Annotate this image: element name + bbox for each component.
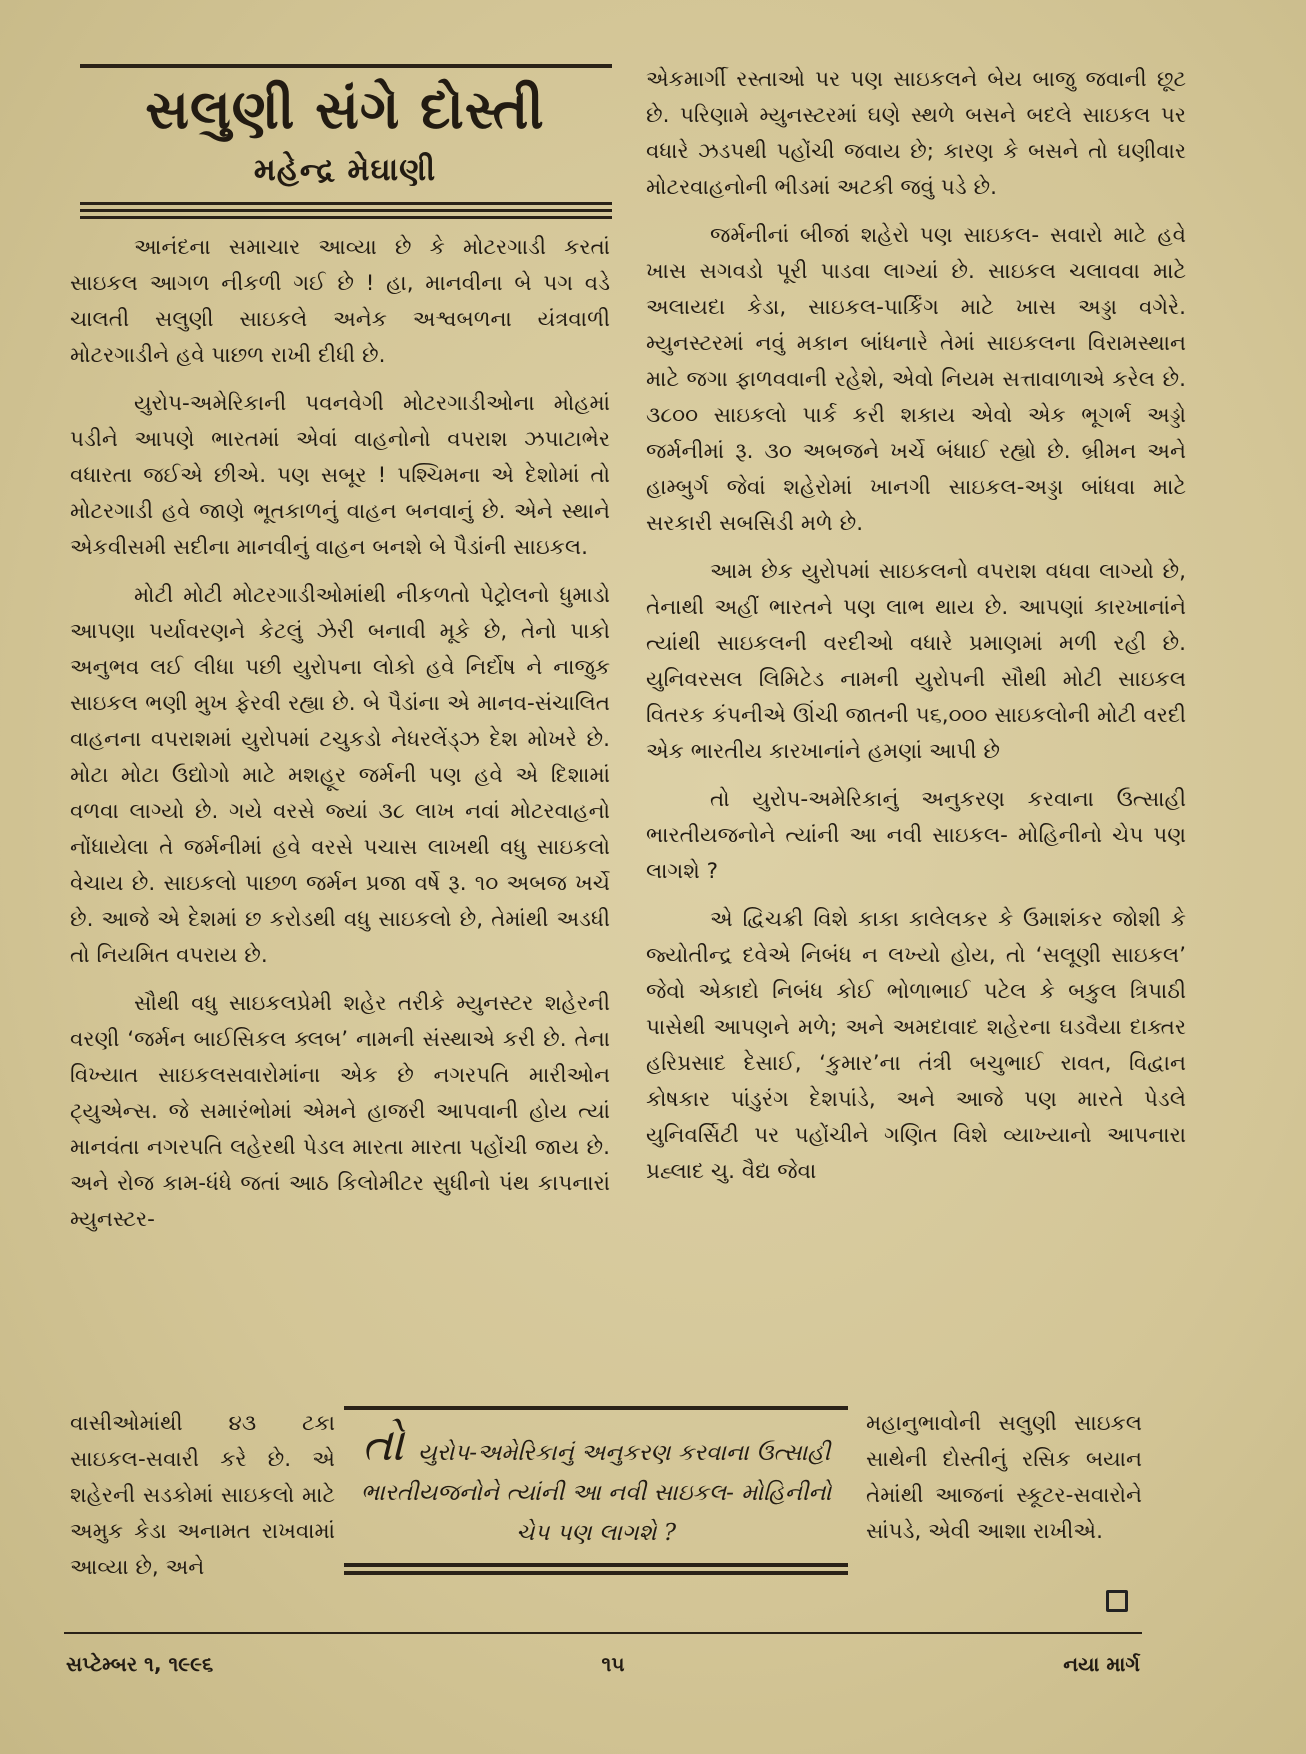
byline-rule-1 [80, 202, 612, 205]
right-column [646, 62, 1186, 1202]
left-continuation [70, 1406, 335, 1586]
left-paragraph: મોટી મોટી મોટરગાડીઓમાંથી નીકળતો પેટ્રોલનો ધુમાડો આપણા પર્યાવરણને કેટલું ઝેરી બનાવી મૂકે છે, તેનો પાકો અનુભવ લઈ લીધા પછી યુરોપના લોકો હવે નિર્દોષ ને નાજુક સાઇકલ ભણી મુખ ફેરવી રહ્યા છે. બે પૈડાંના એ માનવ-સંચાલિત વાહનના વપરાશમાં યુરોપમાં ટચુકડો નેધરલેંડ્ઝ દેશ મોખરે છે. મોટા મોટા ઉદ્યોગો માટે મશહૂર જર્મની પણ હવે એ દિશામાં વળવા લાગ્યો છે. ગયે વરસે જ્યાં ૩૮ લાખ નવાં મોટરવાહનો નોંધાયેલા તે જર્મનીમાં હવે વરસે પચાસ લાખથી વધુ સાઇકલો વેચાય છે. સાઇકલો પાછળ જર્મન પ્રજા વર્ષે રૂ. ૧૦ અબજ ખર્ચે છે. આજે એ દેશમાં છ કરોડથી વધુ સાઇકલો છે, તેમાંથી અડધી તો નિયમિત વપરાય છે. [70, 583, 610, 968]
left-paragraph: આનંદના સમાચાર આવ્યા છે કે મોટરગાડી કરતાં સાઇકલ આગળ નીકળી ગઈ છે ! હા, માનવીના બે પગ વડે ચાલતી સલુણી સાઇકલે અનેક અશ્વબળના યંત્રવાળી મોટરગાડીને હવે પાછળ રાખી દીધી છે. [70, 235, 610, 368]
pull-quote-top-rule [344, 1406, 848, 1410]
article-author: મહેન્દ્ર મેઘાણી [253, 152, 437, 188]
left-continuation-text: વાસીઓમાંથી ૪૩ ટકા સાઇકલ-સવારી કરે છે. એ શહેરની સડકોમાં સાઇકલો માટે અમુક કેડા અનામત રાખવામાં આવ્યા છે, અને [70, 1411, 335, 1580]
left-paragraph: યુરોપ-અમેરિકાની પવનવેગી મોટરગાડીઓના મોહમાં પડીને આપણે ભારતમાં એવાં વાહનોનો વપરાશ ઝપાટાભેર વધારતા જઈએ છીએ. પણ સબૂર ! પશ્ચિમના એ દેશોમાં તો મોટરગાડી હવે જાણે ભૂતકાળનું વાહન બનવાનું છે. એને સ્થાને એકવીસમી સદીના માનવીનું વાહન બનશે બે પૈડાંની સાઇકલ. [70, 391, 610, 560]
right-continuation [866, 1406, 1142, 1550]
pull-quote-bottom-rule-1 [344, 1563, 848, 1567]
left-paragraph: સૌથી વધુ સાઇકલપ્રેમી શહેર તરીકે મ્યુનસ્ટર શહેરની વરણી ‘જર્મન બાઈસિકલ ક્લબ’ નામની સંસ્થાએ કરી છે. તેના વિખ્યાત સાઇકલસવારોમાંના એક છે નગરપતિ મારીઓન ટ્યુએન્સ. જે સમારંભોમાં એમને હાજરી આપવાની હોય ત્યાં માનવંતા નગરપતિ લહેરથી પેડલ મારતા મારતા પહોંચી જાય છે. અને રોજ કામ-ધંધે જતાં આઠ કિલોમીટર સુધીનો પંથ કાપનારાં મ્યુનસ્ટર- [70, 991, 610, 1232]
footer-publication: નયા માર્ગ [1063, 1652, 1140, 1676]
pull-quote-bottom-rule-2 [344, 1571, 848, 1575]
pull-quote [344, 1417, 848, 1553]
right-paragraph: જર્મનીનાં બીજાં શહેરો પણ સાઇકલ- સવારો માટે હવે ખાસ સગવડો પૂરી પાડવા લાગ્યાં છે. સાઇકલ ચલાવવા માટે અલાયદા કેડા, સાઇકલ-પાર્કિંગ માટે ખાસ અડ્ડા વગેરે. મ્યુનસ્ટરમાં નવું મકાન બાંધનારે તેમાં સાઇકલના વિરામસ્થાન માટે જગા ફાળવવાની રહેશે, એવો નિયમ સત્તાવાળાએ કરેલ છે. ૩૮૦૦ સાઇકલો પાર્ક કરી શકાય એવો એક ભૂગર્ભ અડ્ડો જર્મનીમાં રૂ. ૩૦ અબજને ખર્ચે બંધાઈ રહ્યો છે. બ્રીમન અને હામ્બુર્ગ જેવાં શહેરોમાં ખાનગી સાઇકલ-અડ્ડા બાંધવા માટે સરકારી સબસિડી મળે છે. [646, 223, 1186, 536]
footer-page-number: ૧૫ [601, 1652, 625, 1676]
footer-rule [64, 1632, 1142, 1634]
byline-rule-3 [80, 216, 612, 219]
title-top-rule [80, 64, 612, 68]
end-of-article-mark [1106, 1590, 1128, 1612]
right-paragraph: તો યુરોપ-અમેરિકાનું અનુકરણ કરવાના ઉત્સાહી ભારતીયજનોને ત્યાંની આ નવી સાઇકલ- મોહિનીનો ચેપ પણ લાગશે ? [646, 787, 1186, 884]
pull-quote-text: યુરોપ-અમેરિકાનું અનુકરણ કરવાના ઉત્સાહી ભારતીયજનોને ત્યાંની આ નવી સાઇકલ- મોહિનીનો ચેપ પણ લાગશે ? [360, 1440, 832, 1546]
right-continuation-text: મહાનુભાવોની સલુણી સાઇકલ સાથેની દોસ્તીનું રસિક બયાન તેમાંથી આજનાં સ્કૂટર-સવારોને સાંપડે, એવી આશા રાખીએ. [866, 1411, 1142, 1544]
footer-date: સપ્ટેમ્બર ૧, ૧૯૯૬ [66, 1652, 214, 1676]
left-column [70, 230, 610, 1250]
right-paragraph: એકમાર્ગી રસ્તાઓ પર પણ સાઇકલને બેય બાજુ જવાની છૂટ છે. પરિણામે મ્યુનસ્ટરમાં ઘણે સ્થળે બસને બદલે સાઇકલ પર વધારે ઝડપથી પહોંચી જવાય છે; કારણ કે બસને તો ઘણીવાર મોટરવાહનોની ભીડમાં અટકી જવું પડે છે. [646, 67, 1186, 200]
article-title: સલુણી સંગે દોસ્તી [145, 78, 545, 141]
pull-quote-box [344, 1406, 848, 1579]
right-paragraph: આમ છેક યુરોપમાં સાઇકલનો વપરાશ વધવા લાગ્યો છે, તેનાથી અહીં ભારતને પણ લાભ થાય છે. આપણાં કારખાનાંને ત્યાંથી સાઇકલની વરદીઓ વધારે પ્રમાણમાં મળી રહી છે. યુનિવરસલ લિમિટેડ નામની યુરોપની સૌથી મોટી સાઇકલ વિતરક કંપનીએ ઊંચી જાતની ૫૬,૦૦૦ સાઇકલોની મોટી વરદી એક ભારતીય કારખાનાંને હમણાં આપી છે [646, 559, 1186, 764]
pull-quote-lead: તો [361, 1417, 404, 1471]
right-paragraph: એ દ્વિચક્રી વિશે કાકા કાલેલકર કે ઉમાશંકર જોશી કે જ્યોતીન્દ્ર દવેએ નિબંધ ન લખ્યો હોય, તો ‘સલૂણી સાઇકલ’ જેવો એકાદો નિબંધ કોઈ ભોળાભાઈ પટેલ કે બકુલ ત્રિપાઠી પાસેથી આપણને મળે; અને અમદાવાદ શહેરના ઘડવૈયા દાક્તર હરિપ્રસાદ દેસાઈ, ‘કુમાર’ના તંત્રી બચુભાઈ રાવત, વિદ્વાન કોષકાર પાંડુરંગ દેશપાંડે, અને આજે પણ મારતે પેડલે યુનિવર્સિટી પર પહોંચીને ગણિત વિશે વ્યાખ્યાનો આપનારા પ્રહ્લાદ ચુ. વૈદ્ય જેવા [646, 907, 1186, 1184]
byline-rule-2 [80, 209, 612, 212]
